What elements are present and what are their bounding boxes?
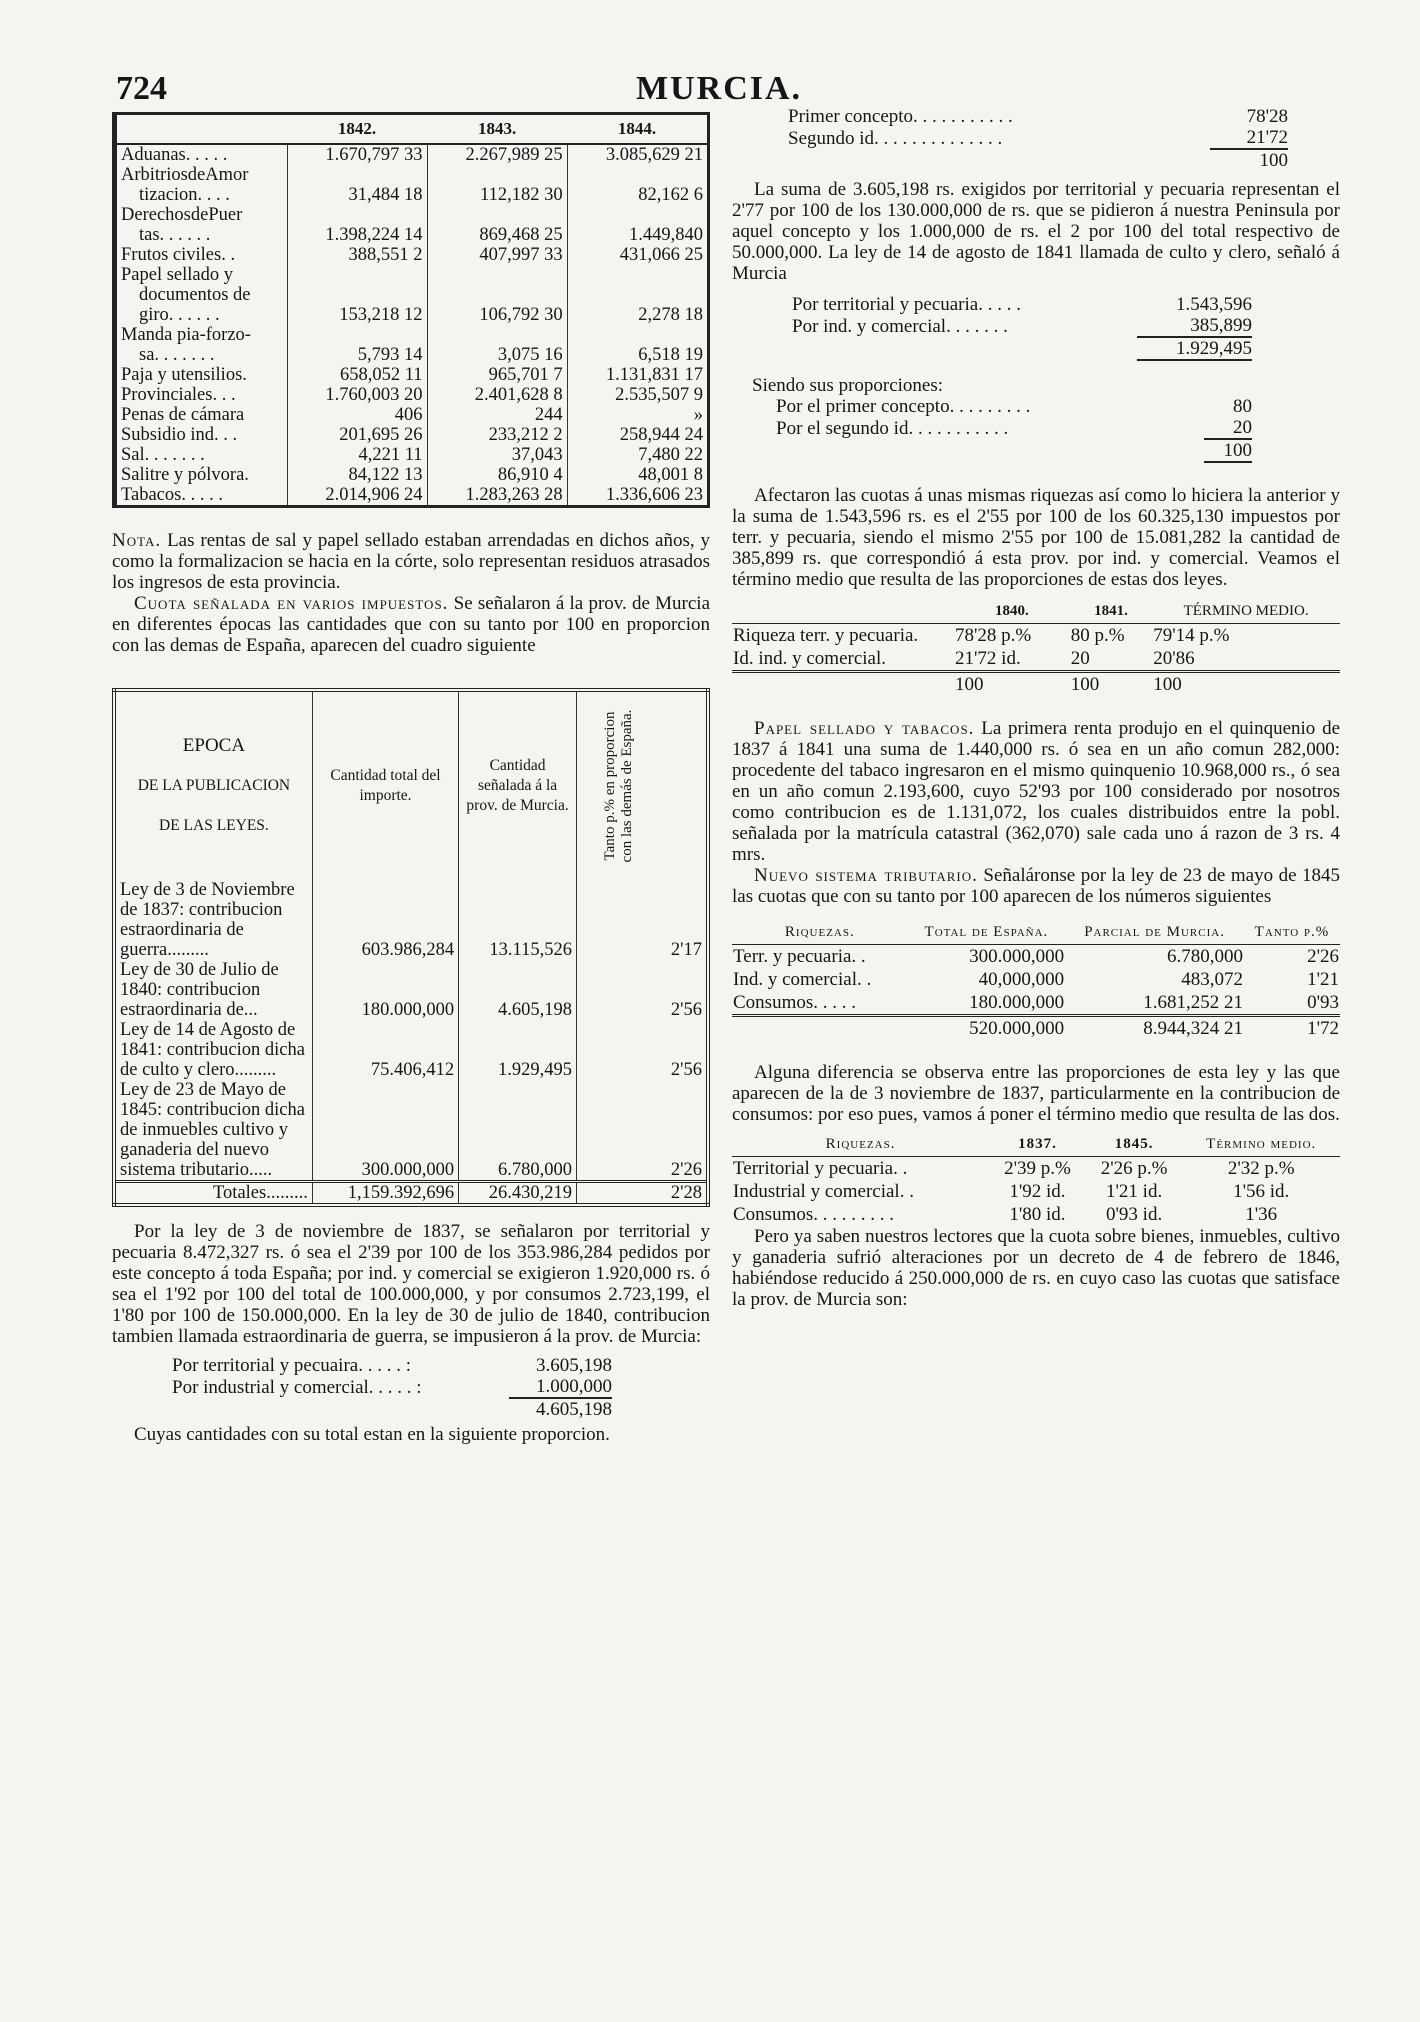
rents-label-line: Paja y utensilios. [121, 365, 247, 385]
medio-value: 0'93 id. [1106, 1204, 1163, 1225]
medio-table: Riquezas. 1837. 1845. Término medio. Territorial y pecuaria. . 2'39 p.% 2'26 p.% 2'32 p.% Industrial y comercial. . 1'92 id. 1'21 id. 1'56 id. Consumos. . . . . . . . . 1'80 id. 0'93 id. 1'36 [732, 1133, 1340, 1226]
nota-text: Las rentas de sal y papel sellado estaban arrendadas en dichos años, y como la formalizacion se hacia en la córte, solo representan residuos atrasados los ingresos de esta provincia. [112, 530, 711, 593]
nuevo-table: Riquezas. Total de España. Parcial de Murcia. Tanto p.% Terr. y pecuaria. . 300.000,000 6.780,000 2'26 Ind. y comercial. . 40,000,000 483,072 1'21 Consumos. . . . . 180.000,000 1.681,252 21 0'93 520.000,000 8.944,324 21 1'72 [732, 921, 1340, 1040]
rents-row [115, 385, 709, 405]
epoca-tanto: 2'56 [576, 960, 708, 1020]
nuevo-label: Consumos. . . . . [733, 992, 856, 1013]
rents-label [115, 465, 288, 485]
termino-table: 1840. 1841. TÉRMINO MEDIO. Riqueza terr. y pecuaria. 78'28 p.% 80 p.% 79'14 p.% Id. ind. y comercial. 21'72 id. 20 20'86 100 100 100 [732, 600, 1340, 696]
epoca-tanto: 2'17 [576, 880, 708, 960]
nuevo-row [732, 968, 1340, 991]
rents-label-line: sa. . . . . . . [139, 345, 215, 365]
nuevo-value: 300.000,000 [969, 946, 1065, 967]
rents-row [115, 325, 709, 365]
nuevo-value: 483,072 [1181, 969, 1243, 990]
left-calc: Por territorial y pecuaira. . . . . : 3.605,198 Por industrial y comercial. . . . . : 1.000,000 4.605,198 [172, 1355, 612, 1420]
nuevo-value: 2'26 [1307, 946, 1339, 967]
epoca-totals-total: 1,159.392,696 [312, 1182, 458, 1206]
nuevo-label: Ind. y comercial. . [733, 969, 872, 990]
medio-value: 2'26 p.% [1100, 1158, 1168, 1179]
nuevo-value: 40,000,000 [978, 969, 1065, 990]
termino-row [732, 624, 1340, 648]
rents-row [115, 485, 709, 507]
epoca-ley: Ley de 14 de Agosto de 1841: contribucion dicha de culto y clero......... [120, 1020, 305, 1080]
rents-row [115, 405, 709, 425]
papel-paragraph: Papel sellado y tabacos. La primera renta produjo en el quinquenio de 1837 á 1841 una suma de 1.440,000 rs. ó sea en un año comun 282,000: procedente del tabaco ingresaron en el mismo quinquenio 10.968,000 rs., ó sea en un año comun 2.193,600, cuyo 52'93 por 100 considerado por nosotros como contribucion es de 1.131,072, los cuales distribuidos entre la pobl. señalada por la matrícula catastral (362,070) sale cada uno á razon de 3 rs. 4 mrs. [732, 718, 1341, 865]
rents-value: 3,075 16 [427, 325, 567, 365]
rents-label [115, 405, 288, 425]
rents-value: 82,162 6 [567, 165, 708, 205]
rents-value: 388,551 2 [287, 245, 427, 265]
para-3605: La suma de 3.605,198 rs. exigidos por territorial y pecuaria representan el 2'77 por 100 de los 130.000,000 de rs. que se pidieron á nuestra Peninsula por aquel concepto y los 1.000,000 de rs. el 2 por 100 del total respectivo de 50.000,000. La ley de 14 de agosto de 1841 llamada de culto y clero, señaló á Murcia [732, 179, 1340, 284]
epoca-row [114, 1080, 708, 1182]
rents-row [115, 465, 709, 485]
rents-label [115, 365, 288, 385]
termino-value: 20 [1070, 648, 1090, 669]
nuevo-paragraph: Nuevo sistema tributario. Señaláronse por la ley de 23 de mayo de 1845 las cuotas que con su tanto por 100 aparecen de los números siguientes [732, 865, 1341, 907]
rents-label-line: tas. . . . . . [139, 225, 211, 245]
props-calc: Por el primer concepto. . . . . . . . . 80 Por el segundo id. . . . . . . . . . . 20 100 [776, 396, 1252, 461]
rents-label-line: Papel sellado y [121, 265, 234, 285]
epoca-ley: Ley de 30 de Julio de 1840: contribucion estraordinaria de... [120, 960, 279, 1020]
epoca-row [114, 880, 708, 960]
medio-value: 1'80 id. [1009, 1204, 1066, 1225]
cuota-label: Cuota señalada en varios impuestos. [134, 593, 449, 614]
epoca-table [112, 688, 710, 1207]
rents-label [115, 425, 288, 445]
rents-value: » [567, 405, 708, 425]
rents-value: 153,218 12 [287, 265, 427, 325]
nuevo-label: Terr. y pecuaria. . [733, 946, 866, 967]
medio-row [732, 1180, 1340, 1203]
rents-label [115, 385, 288, 405]
epoca-tanto: 2'56 [576, 1020, 708, 1080]
rents-label [115, 325, 288, 365]
calc-1841: Por territorial y pecuaria. . . . . 1.543,596 Por ind. y comercial. . . . . . . 385,899 1.929,495 [792, 294, 1252, 359]
para-1837: Por la ley de 3 de noviembre de 1837, se señalaron por territorial y pecuaria 8.472,327 rs. ó sea el 2'39 por 100 de los 353.986,284 pedidos por este concepto á toda España; por ind. y comercial se exigieron 1.920,000 rs. ó sea el 1'92 por 100 del total de 100.000,000, y por consumos 2.723,199, el 1'80 por 100 de 150.000,000. En la ley de 30 de julio de 1840, contribucion tambien llamada estraordinaria de guerra, se impusieron á la prov. de Murcia: [112, 1221, 710, 1347]
rents-label-line: Sal. . . . . . . [121, 445, 205, 465]
rents-label-line: giro. . . . . . [139, 305, 220, 325]
para-afectaron: Afectaron las cuotas á unas mismas riquezas así como lo hiciera la anterior y la suma de 1.543,596 rs. es el 2'55 por 100 de los 60.325,130 impuestos por terr. y pecuaria, siendo el mismo 2'55 por 100 de 15.081,282 la cantidad de 385,899 rs. que correspondió á esta prov. por ind. y comercial. Veamos el término medio que resulta de las proporciones de estas dos leyes. [732, 485, 1340, 590]
rents-label-line: Frutos civiles. . [121, 245, 236, 265]
rents-row [115, 144, 709, 165]
cuota-paragraph [112, 593, 710, 656]
epoca-murcia: 4.605,198 [459, 960, 577, 1020]
rents-value: 2.535,507 9 [567, 385, 708, 405]
rents-value: 407,997 33 [427, 245, 567, 265]
epoca-totals-tanto: 2'28 [576, 1182, 708, 1206]
medio-value: 1'92 id. [1009, 1181, 1066, 1202]
termino-label: Riqueza terr. y pecuaria. [733, 625, 919, 646]
year-1842: 1842. [287, 114, 427, 145]
medio-value: 1'36 [1245, 1204, 1278, 1225]
medio-label: Consumos. . . . . . . . . [733, 1204, 894, 1225]
right-column [732, 106, 1340, 1310]
rents-value: 258,944 24 [567, 425, 708, 445]
props-title: Siendo sus proporciones: [752, 375, 944, 396]
epoca-total: 75.406,412 [312, 1020, 458, 1080]
termino-value: 80 p.% [1070, 625, 1125, 646]
rents-label [115, 205, 288, 245]
concepts-calc: Primer concepto. . . . . . . . . . . 78'28 Segundo id. . . . . . . . . . . . . . 21'72 100 [788, 106, 1288, 171]
termino-value: 20'86 [1153, 648, 1195, 669]
medio-value: 1'56 id. [1233, 1181, 1290, 1202]
cuota-text: Se señalaron á la prov. de Murcia en diferentes épocas las cantidades que con su tanto por 100 en proporcion con las demas de España, aparecen del cuadro siguiente [112, 593, 711, 656]
senalada-head: Cantidad señalada á la prov. de Murcia. [459, 690, 577, 880]
epoca-total: 300.000,000 [312, 1080, 458, 1182]
epoca-head: EPOCA DE LA PUBLICACION DE LAS LEYES. [137, 735, 291, 834]
page-title: MURCIA. [636, 70, 803, 107]
rents-value: 201,695 26 [287, 425, 427, 445]
rents-value: 1.760,003 20 [287, 385, 427, 405]
medio-value: 2'32 p.% [1227, 1158, 1295, 1179]
rents-label [115, 485, 288, 507]
rents-value: 869,468 25 [427, 205, 567, 245]
rents-row [115, 205, 709, 245]
termino-value: 21'72 id. [955, 648, 1021, 669]
rents-value: 37,043 [427, 445, 567, 465]
rents-value: 2.267,989 25 [427, 144, 567, 165]
tanto-head: Tanto p.% en proporcion con las demás de España. [576, 690, 708, 880]
epoca-row [114, 960, 708, 1020]
rents-value: 1.670,797 33 [287, 144, 427, 165]
rents-value: 1.449,840 [567, 205, 708, 245]
nuevo-row [732, 945, 1340, 969]
para-final-left: Cuyas cantidades con su total estan en la siguiente proporcion. [134, 1424, 610, 1445]
nuevo-value: 0'93 [1307, 992, 1339, 1013]
epoca-murcia: 13.115,526 [459, 880, 577, 960]
nuevo-value: 6.780,000 [1166, 946, 1243, 967]
rents-value: 2.401,628 8 [427, 385, 567, 405]
rents-label-line: DerechosdePuer [121, 205, 243, 225]
epoca-total: 180.000,000 [312, 960, 458, 1020]
medio-row [732, 1157, 1340, 1181]
medio-label: Industrial y comercial. . [733, 1181, 914, 1202]
rents-value: 1.336,606 23 [567, 485, 708, 507]
rents-value: 244 [427, 405, 567, 425]
nota-label: Nota. [112, 530, 162, 551]
rents-value: 2.014,906 24 [287, 485, 427, 507]
rents-label [115, 144, 288, 165]
rents-label-line: Aduanas. . . . . [121, 145, 228, 165]
rents-label-line: Provinciales. . . [121, 385, 236, 405]
rents-label-line: ArbitriosdeAmor [121, 165, 249, 185]
rents-value: 1.283,263 28 [427, 485, 567, 507]
medio-value: 1'21 id. [1106, 1181, 1163, 1202]
rents-value: 84,122 13 [287, 465, 427, 485]
rents-label-line: tizacion. . . . [139, 185, 230, 205]
rents-label [115, 165, 288, 205]
rents-label [115, 265, 288, 325]
nuevo-value: 1'21 [1307, 969, 1339, 990]
rents-value: 431,066 25 [567, 245, 708, 265]
rents-value: 1.131,831 17 [567, 365, 708, 385]
rents-value: 1.398,224 14 [287, 205, 427, 245]
rents-row [115, 245, 709, 265]
rents-value: 86,910 4 [427, 465, 567, 485]
epoca-row [114, 1020, 708, 1080]
left-column [112, 112, 710, 1445]
total-head: Cantidad total del importe. [312, 690, 458, 880]
rents-label-line: Manda pia-forzo- [121, 325, 251, 345]
para-pero: Pero ya saben nuestros lectores que la cuota sobre bienes, inmuebles, cultivo y ganaderia sufrió alteraciones por un decreto de 4 de febrero de 1846, habiéndose reducido á 250.000,000 de rs. en cuyo caso las cuotas que satisface la prov. de Murcia son: [732, 1226, 1340, 1310]
termino-value: 79'14 p.% [1153, 625, 1230, 646]
epoca-ley: Ley de 23 de Mayo de 1845: contribucion dicha de inmuebles cultivo y ganaderia del nuevo sistema tributario..... [120, 1080, 305, 1180]
epoca-totals-murcia: 26.430,219 [459, 1182, 577, 1206]
rents-value: 106,792 30 [427, 265, 567, 325]
epoca-total: 603.986,284 [312, 880, 458, 960]
epoca-murcia: 1.929,495 [459, 1020, 577, 1080]
rents-value: 5,793 14 [287, 325, 427, 365]
termino-value: 78'28 p.% [955, 625, 1032, 646]
medio-label: Territorial y pecuaria. . [733, 1158, 908, 1179]
rents-value: 7,480 22 [567, 445, 708, 465]
rents-row [115, 425, 709, 445]
rents-label-line: Salitre y pólvora. [121, 465, 249, 485]
nuevo-row [732, 991, 1340, 1016]
page-number: 724 [116, 70, 167, 107]
left-calc-total: 4.605,198 [509, 1398, 612, 1420]
medio-value: 2'39 p.% [1004, 1158, 1071, 1179]
rents-value: 3.085,629 21 [567, 144, 708, 165]
epoca-totals-label: Totales......... [213, 1183, 308, 1203]
rents-value: 48,001 8 [567, 465, 708, 485]
rents-value: 406 [287, 405, 427, 425]
para-alguna: Alguna diferencia se observa entre las proporciones de esta ley y las que aparecen de la de 3 noviembre de 1837, particularmente en la contribucion de consumos: por eso pues, vamos á poner el término medio que resulta de las dos. [732, 1062, 1340, 1125]
rents-label [115, 245, 288, 265]
termino-label: Id. ind. y comercial. [733, 648, 887, 669]
nuevo-value: 180.000,000 [969, 992, 1065, 1013]
rents-value: 4,221 11 [287, 445, 427, 465]
rents-row [115, 445, 709, 465]
rents-label-line: documentos de [139, 285, 251, 305]
rents-row [115, 365, 709, 385]
medio-row [732, 1203, 1340, 1226]
rents-label-line: Subsidio ind. . . [121, 425, 238, 445]
rents-value: 965,701 7 [427, 365, 567, 385]
rents-value: 31,484 18 [287, 165, 427, 205]
nuevo-value: 1.681,252 21 [1143, 992, 1243, 1013]
rents-row [115, 165, 709, 205]
rents-table [112, 112, 710, 508]
nota-paragraph [112, 530, 710, 593]
rents-value: 233,212 2 [427, 425, 567, 445]
rents-row [115, 265, 709, 325]
year-1844: 1844. [567, 114, 708, 145]
epoca-tanto: 2'26 [576, 1080, 708, 1182]
rents-value: 658,052 11 [287, 365, 427, 385]
epoca-murcia: 6.780,000 [459, 1080, 577, 1182]
epoca-ley: Ley de 3 de Noviembre de 1837: contribucion estraordinaria de guerra......... [120, 880, 295, 960]
rents-value: 2,278 18 [567, 265, 708, 325]
year-1843: 1843. [427, 114, 567, 145]
rents-label-line: Penas de cámara [121, 405, 245, 425]
rents-value: 6,518 19 [567, 325, 708, 365]
termino-row [732, 647, 1340, 672]
rents-label-line: Tabacos. . . . . [121, 485, 223, 505]
rents-label [115, 445, 288, 465]
rents-value: 112,182 30 [427, 165, 567, 205]
